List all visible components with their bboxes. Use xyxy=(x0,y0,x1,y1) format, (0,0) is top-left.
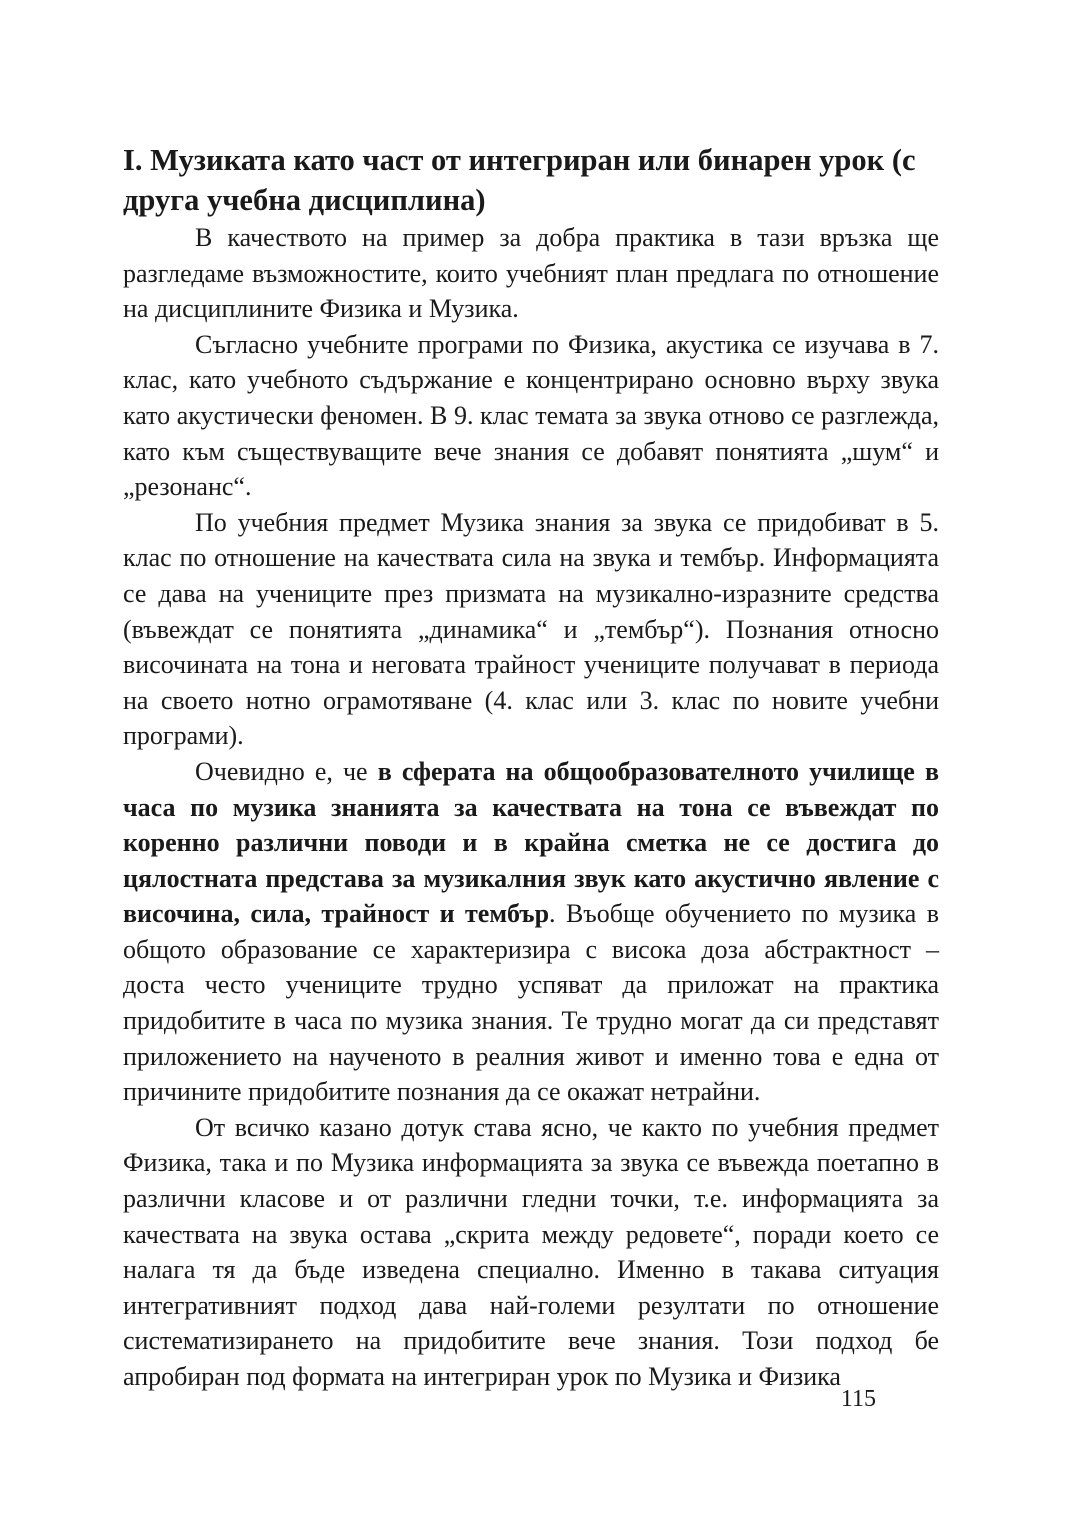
paragraph-4 xyxy=(123,754,939,1110)
paragraph-4-tail: . Въобще обучението по музика в общото образование се характеризира с висока доза абстрактност – доста често учениците трудно успяват да приложат на практика придобитите в часа по музика знания. Те трудно могат да си представят приложението на наученото в реалния живот и именно това е една от причините придобитите познания да се окажат нетрайни. xyxy=(123,899,939,1107)
paragraph-3: По учебния предмет Музика знания за звука се придобиват в 5. клас по отношение на качествата сила на звука и тембър. Информацията се дава на учениците през призмата на музикално-изразните средства (въвеждат се понятията „динамика“ и „тембър“). Познания относно височината на тона и неговата трайност учениците получават в периода на своето нотно ограмотяване (4. клас или 3. клас по новите учебни програми). xyxy=(123,507,939,751)
section-heading: I. Музиката като част от интегриран или бинарен урок (с друга учебна дисциплина) xyxy=(123,143,916,217)
paragraph-4-emphasis: в сферата на общообразователното училище в часа по музика знанията за качествата на тона се въвеждат по коренно различни поводи и в крайна сметка не се достига до цялостната представа за музикалния звук като акустично явление с височина, сила, трайност и тембър xyxy=(123,756,939,929)
paragraph-5: От всичко казано дотук става ясно, че както по учебния предмет Физика, така и по Музика информацията за звука се въвежда поeтапно в различни класове и от различни гледни точки, т.е. информацията за качествата на звука остава „скрита между редовете“, поради което се налага тя да бъде изведена специално. Именно в такава ситуация интегративният подход дава най-големи резултати по отношение систематизирането на придобитите вече знания. Този подход бе апробиран под формата на интегриран урок по Музика и Физика xyxy=(123,1112,939,1391)
paragraph-1: В качеството на пример за добра практика в тази връзка ще разгледаме възможностите, които учебният план предлага по отношение на дисциплините Физика и Музика. xyxy=(123,223,939,324)
page-number: 115 xyxy=(840,1386,876,1412)
paragraph-4-lead: Очевидно е, че xyxy=(195,756,378,786)
page-content xyxy=(123,140,939,1395)
paragraph-2: Съгласно учебните програми по Физика, акустика се изучава в 7. клас, като учебното съдържание е концентрирано основно върху звука като акустически феномен. В 9. клас темата за звука отново се разглежда, като към съществуващите вече знания се добавят понятията „шум“ и „резонанс“. xyxy=(123,329,939,502)
